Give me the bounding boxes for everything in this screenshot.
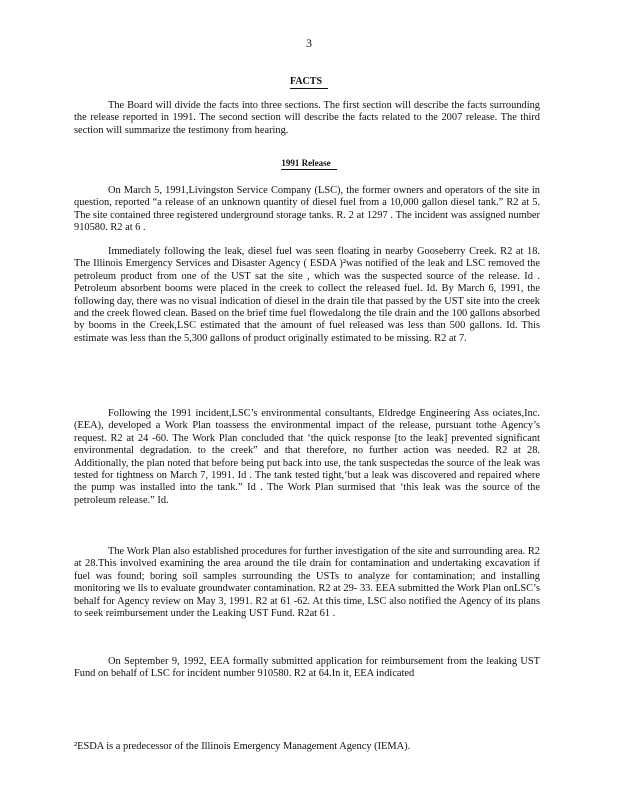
facts-heading: FACTS (0, 76, 618, 89)
paragraph-march-1991: On March 5, 1991,Livingston Service Company (LSC), the former owners and operators of the site in question, reported “a release of an unknown quantity of diesel fuel from a 10,000 gallon diesel tank.” R2 at 5. The site contained three registered underground storage tanks. R. 2 at 1297 . The incident was assigned number 910580. R2 at 6 . (74, 185, 540, 234)
footnote: ²ESDA is a predecessor of the Illinois Emergency Management Agency (IEMA). (74, 741, 411, 752)
paragraph-procedures: The Work Plan also established procedures for further investigation of the site and surrounding area. R2 at 28.This involved examining the area around the tile drain for contamination and undertaking excavation if fuel was found; boring soil samples surrounding the USTs to analyze for contamination; and installing monitoring we lls to evaluate groundwater contamination. R2 at 29- 33. EEA submitted the Work Plan onLSC’s behalf for Agency review on May 3, 1991. R2 at 61 -62. At this time, LSC also notified the Agency of its plans to seek reimbursement under the Leaking UST Fund. R2at 61 . (74, 546, 540, 620)
paragraph-leak-followup: Immediately following the leak, diesel fuel was seen floating in nearby Gooseberry Creek. R2 at 18. The Illinois Emergency Services and Disaster Agency ( ESDA )²was notified of the leak and LSC removed the petroleum product from one of the UST sat the site , which was the suspected source of the release. Id . Petroleum absorbent booms were placed in the creek to collect the released fuel. Id. By March 6, 1991, the following day, there was no visual indication of diesel in the drain tile that passed by the UST site into the creek and the creek flowed clean. Based on the brief time fuel flowedalong the tile drain and the 100 gallons absorbed by booms in the Creek,LSC estimated that the amount of fuel released was less than 500 gallons. Id. This estimate was less than the 5,300 gallons of product originally estimated to be missing. R2 at 7. (74, 246, 540, 344)
release-1991-heading: 1991 Release (0, 158, 618, 170)
intro-paragraph: The Board will divide the facts into three sections. The first section will describe the facts surrounding the release reported in 1991. The second section will describe the facts related to the 2007 release. The third section will summarize the testimony from hearing. (74, 100, 540, 136)
paragraph-reimbursement: On September 9, 1992, EEA formally submitted application for reimbursement from the leaking UST Fund on behalf of LSC for incident number 910580. R2 at 64.In it, EEA indicated (74, 656, 540, 680)
paragraph-work-plan: Following the 1991 incident,LSC’s environmental consultants, Eldredge Engineering Ass ociates,Inc.(EEA), developed a Work Plan toassess the environmental impact of the release, pursuant tothe Agency’s request. R2 at 24 -60. The Work Plan concluded that ‘the quick response [to the leak] prevented significant environmental degradation. to the creek” and that therefore, no further action was needed. R2 at 28. Additionally, the plan noted that before being put back into use, the tank suspectedas the source of the leak was tested for tightness on March 7, 1991. Id . The tank tested tight,‘but a leak was discovered and repaired where the pump was installed into the tank.” Id . The Work Plan surmised that ‘this leak was the source of the petroleum release.” Id. (74, 408, 540, 506)
page-number: 3 (306, 36, 312, 50)
